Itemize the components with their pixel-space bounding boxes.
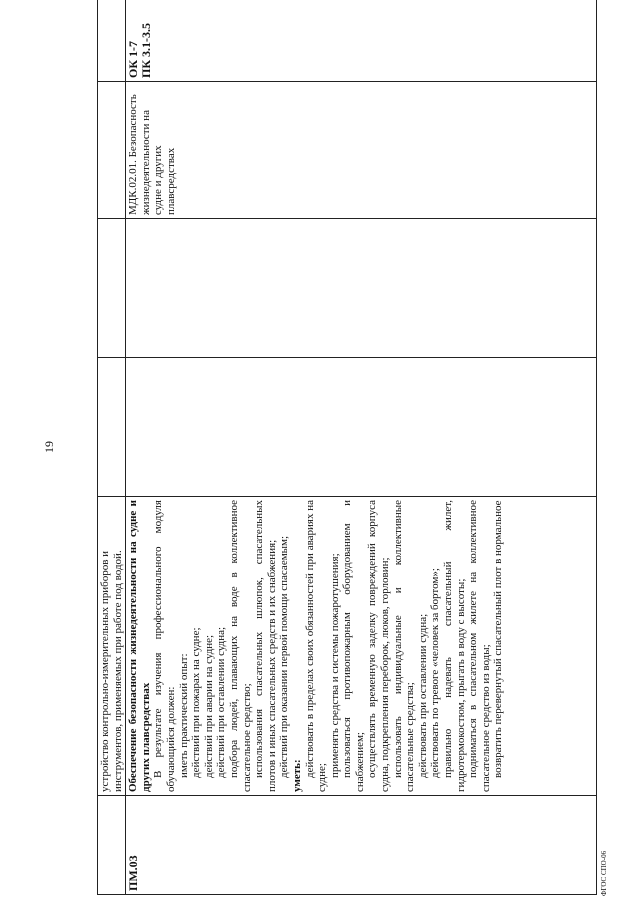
table-row-intro — [98, 0, 126, 895]
cell-empty — [126, 219, 597, 358]
curriculum-table-rotated — [97, 22, 597, 895]
skill-item: использовать индивидуальные и коллективные спасательные средства; — [391, 500, 417, 792]
skill-item: осуществлять временную заделку повреждений корпуса судна, подкрепления переборок, люков, горловин; — [366, 500, 392, 792]
cell-empty — [98, 358, 126, 497]
experience-item: действий при оставлении судна; — [215, 626, 228, 778]
skill-item: действовать по тревоге «человек за бортом»; — [429, 568, 442, 778]
skill-item: правильно надевать спасательный жилет, гидротермокостюм, прыгать в воду с высоты; — [442, 500, 467, 792]
cell-empty — [98, 0, 126, 82]
skill-item: действовать при оставлении судна; — [416, 613, 429, 778]
page-number: 19 — [42, 441, 56, 453]
experience-item: использования спасательных шлюпок, спасательных плотов и иных спасательных средств и их снабжения; — [253, 500, 278, 792]
cell-module-description — [126, 497, 597, 796]
curriculum-table — [97, 0, 597, 895]
experience-item: действий при пожарах на судне; — [190, 627, 203, 778]
cell-empty — [98, 82, 126, 219]
cell-empty — [98, 219, 126, 358]
table-row-pm03 — [126, 0, 597, 895]
cell-mdk: МДК.02.01. Безопасность жизнедеятельности на судне и других плавсредствах — [126, 82, 597, 219]
intro-line: инструментов, применяемых при работе под водой. — [111, 550, 124, 792]
cell-code-empty — [98, 796, 126, 895]
skill-item: подниматься в спасательном жилете на коллективное спасательное средство из воды; — [467, 500, 492, 792]
competency-ok: ОК 1-7 — [126, 40, 141, 78]
skills-label: уметь: — [290, 759, 303, 792]
experience-item: действий при оказании первой помощи спасаемым; — [278, 535, 291, 778]
cell-module-code: ПМ.03 — [126, 796, 597, 895]
footer-standard: ФГОС СПО-06 — [600, 850, 608, 896]
cell-intro-text — [98, 497, 126, 796]
module-lead: В результате изучения профессионального модуля обучающийся должен: — [152, 500, 177, 792]
competency-pk: ПК 3.1-3.5 — [138, 22, 153, 78]
module-title: Обеспечение безопасности жизнедеятельности на судне и других плавсредствах — [127, 500, 152, 792]
skill-item: пользоваться противопожарным оборудованием и снабжением; — [341, 500, 366, 792]
cell-empty — [126, 358, 597, 497]
skill-item: действовать в пределах своих обязанностей при авариях на судне; — [303, 500, 329, 792]
cell-competencies — [126, 0, 597, 82]
intro-line: устройство контрольно-измерительных приборов и — [99, 550, 111, 792]
skill-item: возвратить перевернутый спасательный плот в нормальное — [492, 500, 505, 778]
experience-item: подбора людей, плавающих на воде в коллективное спасательное средство; — [227, 500, 253, 792]
skill-item: применять средства и системы пожаротушения; — [328, 553, 341, 778]
experience-label: иметь практический опыт: — [177, 653, 190, 778]
experience-item: действий при аварии на судне; — [202, 634, 215, 778]
